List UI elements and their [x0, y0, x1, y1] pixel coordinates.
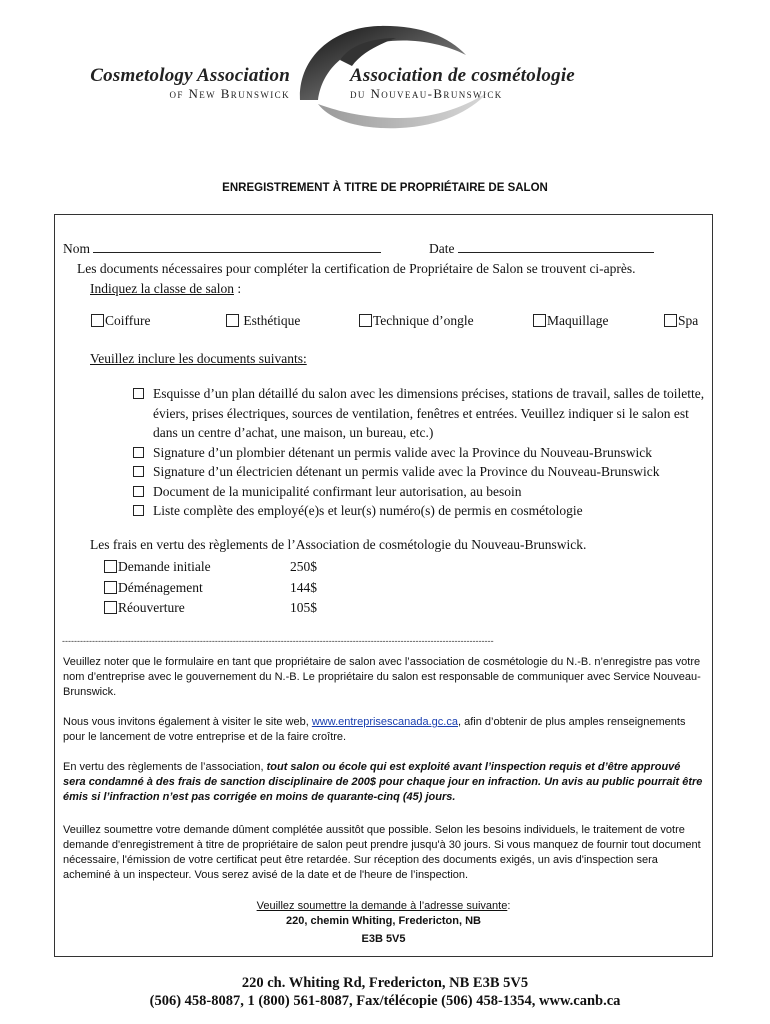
submit-colon: : [507, 900, 511, 912]
notice-penalty [63, 760, 703, 805]
fee-row-initial[interactable] [104, 557, 317, 578]
checkbox-icon[interactable] [133, 447, 144, 458]
fee-label: Déménagement [118, 579, 203, 595]
checkbox-icon[interactable] [133, 388, 144, 399]
checkbox-icon[interactable] [104, 601, 117, 614]
checkbox-icon[interactable] [133, 505, 144, 516]
checkbox-icon[interactable] [133, 466, 144, 477]
fee-label: Réouverture [118, 600, 185, 615]
footer-contact: (506) 458-8087, 1 (800) 561-8087, Fax/télécopie (506) 458-1354, www.canb.ca [149, 993, 621, 1009]
checkbox-icon[interactable] [91, 314, 104, 327]
nom-row [63, 240, 381, 257]
fees-list [104, 557, 317, 619]
org-name-fr-script: Association de cosmétologie [350, 65, 575, 86]
class-option-coiffure[interactable] [91, 313, 151, 329]
org-name-fr-sub: du Nouveau-Brunswick [350, 86, 503, 101]
class-prompt-label: Indiquez la classe de salon [90, 281, 234, 296]
checkbox-icon[interactable] [133, 486, 144, 497]
fee-label: Demande initiale [118, 559, 211, 574]
list-item [133, 443, 708, 463]
list-item [133, 384, 708, 443]
checkbox-icon[interactable] [533, 314, 546, 327]
class-prompt [90, 281, 241, 297]
class-option-label: Esthétique [243, 313, 301, 328]
submit-label-row [54, 899, 713, 914]
document-text: Liste complète des employé(e)s et leur(s) numéro(s) de permis en cosmétologie [153, 503, 583, 518]
fee-row-demenagement[interactable] [104, 578, 317, 599]
fee-amount: 105$ [290, 600, 317, 615]
notice-website [63, 715, 703, 745]
checkbox-icon[interactable] [104, 581, 117, 594]
class-option-maquillage[interactable] [533, 313, 608, 329]
document-text: Esquisse d’un plan détaillé du salon avec les dimensions précises, stations de travail, salles de toilette, éviers, prises électriques, sources de ventilation, fenêtres et entrées. Veuillez indiquer si le salon est dans un centre d’achat, une maison, un bureau, etc.) [153, 386, 705, 440]
org-name-en-script: Cosmetology Association [90, 65, 290, 86]
date-label: Date [429, 241, 455, 256]
page-title: ENREGISTREMENT À TITRE DE PROPRIÉTAIRE DE SALON [222, 182, 548, 194]
nom-label: Nom [63, 241, 90, 256]
entreprises-canada-link[interactable]: www.entreprisescanada.gc.ca [311, 716, 458, 728]
fee-row-reouverture[interactable] [104, 598, 317, 619]
dashed-divider: ------------------------------------------------------------------------------------------------------------------------------------------------ [62, 636, 494, 646]
fee-amount: 144$ [290, 579, 317, 595]
date-input[interactable] [458, 240, 654, 253]
document-text: Signature d’un plombier détenant un permis valide avec la Province du Nouveau-Brunswick [153, 444, 652, 460]
list-item [133, 482, 708, 502]
class-option-label: Spa [678, 313, 699, 328]
docs-prompt: Veuillez inclure les documents suivants: [90, 351, 307, 366]
class-option-esthetique[interactable] [226, 313, 300, 329]
address-line-2: E3B 5V5 [361, 933, 406, 945]
org-name-en-sub: of New Brunswick [169, 86, 290, 101]
document-text: Signature d’un électricien détenant un permis valide avec la Province du Nouveau-Brunswick [153, 464, 660, 479]
checkbox-icon[interactable] [226, 314, 239, 327]
fees-intro: Les frais en vertu des règlements de l’Association de cosmétologie du Nouveau-Brunswick. [90, 537, 587, 552]
org-name-english [68, 66, 290, 100]
list-item [133, 462, 708, 482]
notice-penalty-bold: tout salon ou école qui est exploité avant l’inspection requis et d’être approuvé sera condamné à des frais de sanction disciplinaire de 200$ pour chaque jour en infraction. Un avis au public pourrait être émis si l’infraction n’est pas corrigée en moins de quarante-cinq (45) jours. [63, 761, 703, 803]
notice-penalty-intro: En vertu des règlements de l’association, [63, 761, 267, 773]
nom-input[interactable] [93, 240, 381, 253]
submit-label: Veuillez soumettre la demande à l’adresse suivante [256, 900, 508, 912]
class-option-spa[interactable] [664, 313, 698, 329]
footer-address: 220 ch. Whiting Rd, Fredericton, NB E3B 5V5 [241, 975, 529, 991]
submit-address-block [54, 899, 713, 947]
class-option-label: Coiffure [105, 313, 151, 328]
class-option-technique-ongle[interactable] [359, 313, 474, 329]
org-name-french [350, 66, 610, 100]
date-row [429, 240, 654, 257]
notice-website-text-b: , afin d’obtenir de plus amples renseignements pour le lancement de votre entreprise et de la faire croître. [63, 716, 686, 743]
checkbox-icon[interactable] [359, 314, 372, 327]
notice-website-text-a: Nous vous invitons également à visiter le site web, [63, 716, 312, 728]
notice-processing: Veuillez soumettre votre demande dûment complétée aussitôt que possible. Selon les besoins individuels, le traitement de votre demande d'enregistrement à titre de propriétaire de salon peut prendre jusqu'à 30 jours. Si vous manquez de fournir tout document nécessaire, l'émission de votre certificat peut être retardée. Sur réception des documents exigés, un avis d'inspection sera acheminé à un inspecteur. Vous serez avisé de la date et de l'heure de l’inspection. [63, 824, 701, 881]
intro-text: Les documents nécessaires pour compléter la certification de Propriétaire de Salon se trouvent ci-après. [77, 261, 636, 276]
class-option-label: Maquillage [547, 313, 609, 328]
documents-list [133, 384, 708, 521]
document-text: Document de la municipalité confirmant leur autorisation, au besoin [153, 483, 522, 499]
list-item [133, 501, 708, 521]
class-option-label: Technique d’ongle [373, 313, 474, 328]
checkbox-icon[interactable] [104, 560, 117, 573]
address-line-1: 220, chemin Whiting, Fredericton, NB [286, 915, 481, 927]
class-prompt-colon: : [233, 281, 242, 296]
fee-amount: 250$ [290, 559, 317, 574]
checkbox-icon[interactable] [664, 314, 677, 327]
notice-business-name: Veuillez noter que le formulaire en tant que propriétaire de salon avec l’association de cosmétologie du N.-B. n’enregistre pas votre nom d’entreprise avec le gouvernement du N.-B. Le propriétaire du salon est responsable de communiquer avec Service Nouveau-Brunswick. [63, 656, 701, 698]
